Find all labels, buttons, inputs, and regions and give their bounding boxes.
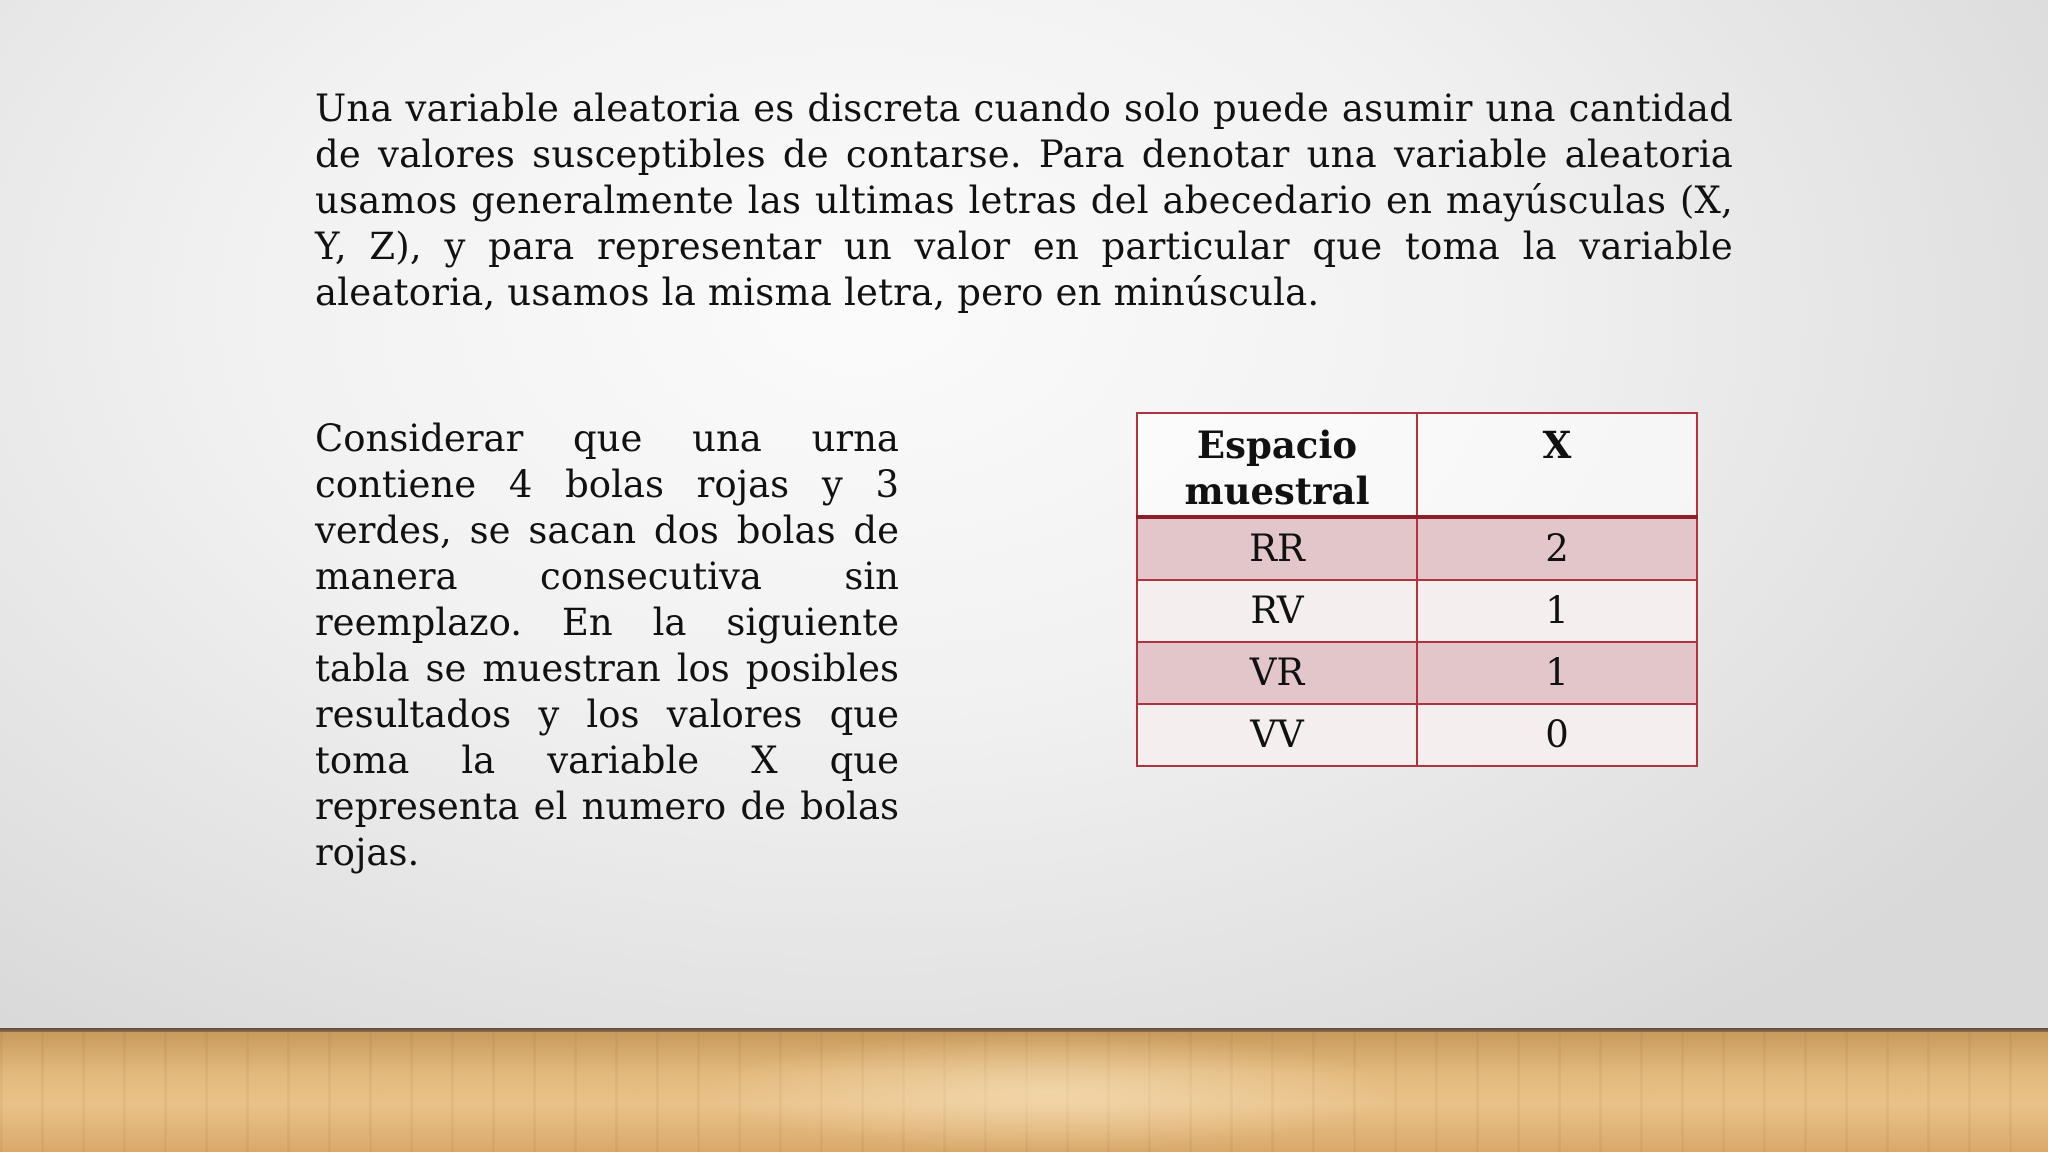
example-paragraph: Considerar que una urna contiene 4 bolas rojas y 3 verdes, se sacan dos bolas de manera consecutiva sin reemplazo. En la siguiente tabla se muestran los posibles resultados y los valores que toma la variable X que representa el numero de bolas rojas.	[315, 417, 899, 874]
cell-outcome: RV	[1137, 580, 1417, 642]
intro-paragraph: Una variable aleatoria es discreta cuando solo puede asumir una cantidad de valores susceptibles de contarse. Para denotar una variable aleatoria usamos generalmente las ultimas letras del abecedario en mayúsculas (X, Y, Z), y para representar un valor en particular que toma la variable aleatoria, usamos la misma letra, pero en minúscula.	[315, 87, 1733, 314]
floor-highlight	[700, 1032, 1400, 1152]
table-row	[1137, 704, 1697, 766]
cell-outcome: VV	[1137, 704, 1417, 766]
cell-outcome: RR	[1137, 517, 1417, 580]
table-header-row	[1137, 413, 1697, 517]
cell-outcome: VR	[1137, 642, 1417, 704]
table-row	[1137, 642, 1697, 704]
cell-value: 0	[1417, 704, 1697, 766]
header-x: X	[1417, 413, 1697, 517]
cell-value: 1	[1417, 580, 1697, 642]
table-row	[1137, 517, 1697, 580]
header-sample-space: Espacio muestral	[1137, 413, 1417, 517]
cell-value: 1	[1417, 642, 1697, 704]
table-row	[1137, 580, 1697, 642]
cell-value: 2	[1417, 517, 1697, 580]
sample-space-table	[1136, 412, 1698, 767]
